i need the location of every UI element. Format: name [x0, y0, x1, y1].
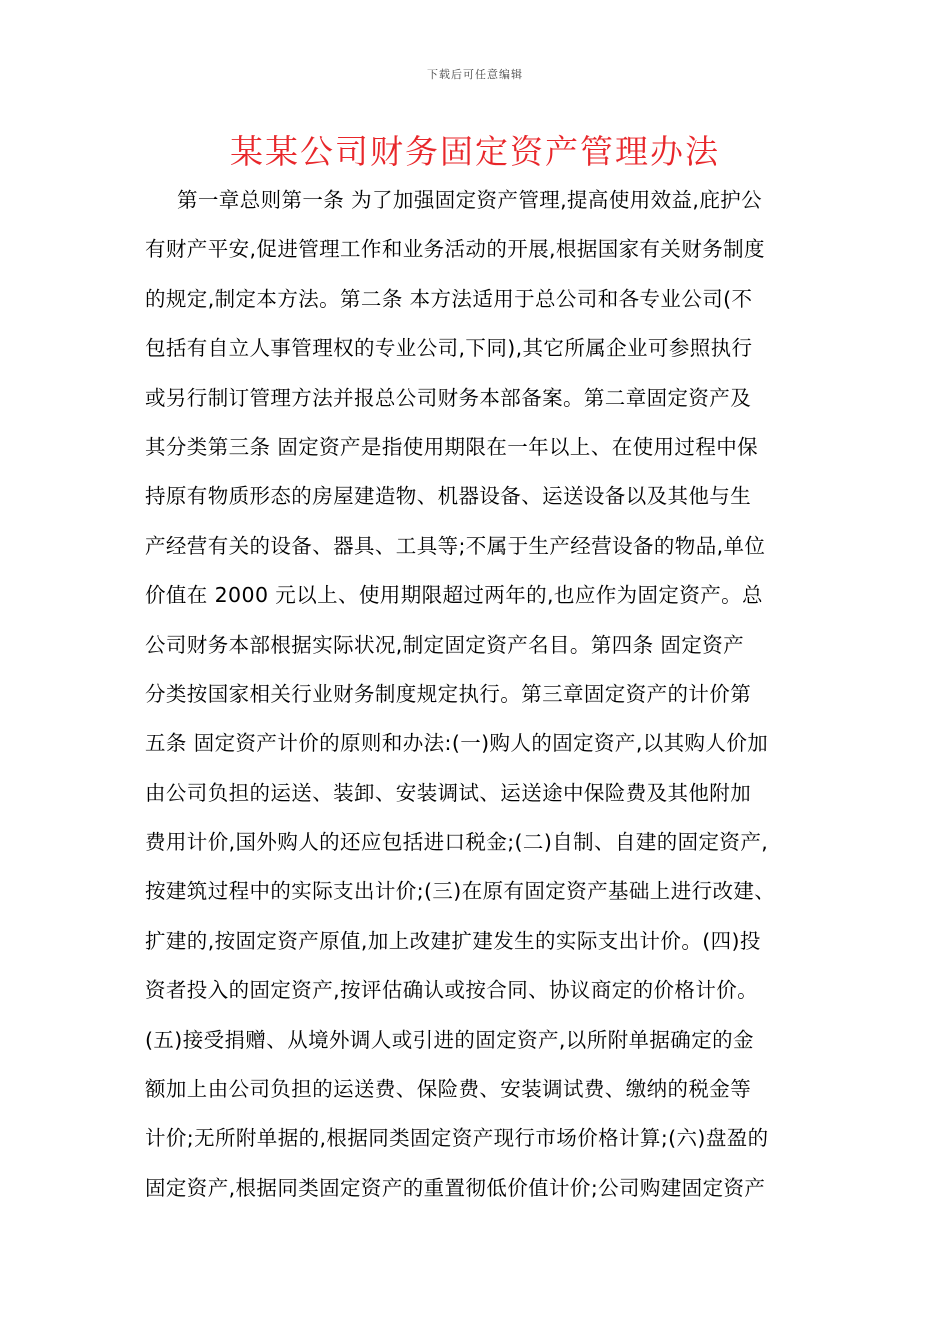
body-line: 由公司负担的运送、装卸、安装调试、运送途中保险费及其他附加	[145, 780, 752, 805]
body-line: 额加上由公司负担的运送费、保险费、安装调试费、缴纳的税金等	[145, 1077, 752, 1102]
body-line: 计价;无所附单据的,根据同类固定资产现行市场价格计算;(六)盘盈的	[145, 1126, 769, 1151]
document-body	[145, 180, 825, 1217]
body-line: 产经营有关的设备、器具、工具等;不属于生产经营设备的物品,单位	[145, 533, 766, 558]
body-line: 扩建的,按固定资产原值,加上改建扩建发生的实际支出计价。(四)投	[145, 928, 761, 953]
body-line: 五条 固定资产计价的原则和办法:(一)购人的固定资产,以其购人价加	[145, 731, 769, 756]
body-line: 第一章总则第一条 为了加强固定资产管理,提高使用效益,庇护公	[177, 188, 763, 212]
body-line: 按建筑过程中的实际支出计价;(三)在原有固定资产基础上进行改建、	[145, 879, 776, 904]
body-line: 持原有物质形态的房屋建造物、机器设备、运送设备以及其他与生	[145, 484, 752, 509]
body-line: 的规定,制定本方法。第二条 本方法适用于总公司和各专业公司(不	[145, 286, 753, 311]
body-line: 包括有自立人事管理权的专业公司,下同),其它所属企业可参照执行	[145, 336, 753, 361]
body-line: 其分类第三条 固定资产是指使用期限在一年以上、在使用过程中保	[145, 434, 759, 459]
body-line: 分类按国家相关行业财务制度规定执行。第三章固定资产的计价第	[145, 681, 752, 706]
body-line: 有财产平安,促进管理工作和业务活动的开展,根据国家有关财务制度	[145, 237, 765, 262]
body-line: 资者投入的固定资产,按评估确认或按合同、协议商定的价格计价。	[145, 978, 759, 1003]
body-line: 固定资产,根据同类固定资产的重置彻低价值计价;公司购建固定资产	[145, 1175, 766, 1200]
header-note: 下载后可任意编辑	[427, 68, 523, 81]
body-line: 或另行制订管理方法并报总公司财务本部备案。第二章固定资产及	[145, 385, 752, 410]
body-line: 价值在 2000 元以上、使用期限超过两年的,也应作为固定资产。总	[145, 583, 763, 608]
document-title: 某某公司财务固定资产管理办法	[230, 132, 720, 171]
body-line: (五)接受捐赠、从境外调人或引进的固定资产,以所附单据确定的金	[145, 1027, 754, 1052]
body-line: 费用计价,国外购人的还应包括进口税金;(二)自制、自建的固定资产,	[145, 830, 769, 855]
body-line: 公司财务本部根据实际状况,制定固定资产名目。第四条 固定资产	[145, 632, 745, 657]
